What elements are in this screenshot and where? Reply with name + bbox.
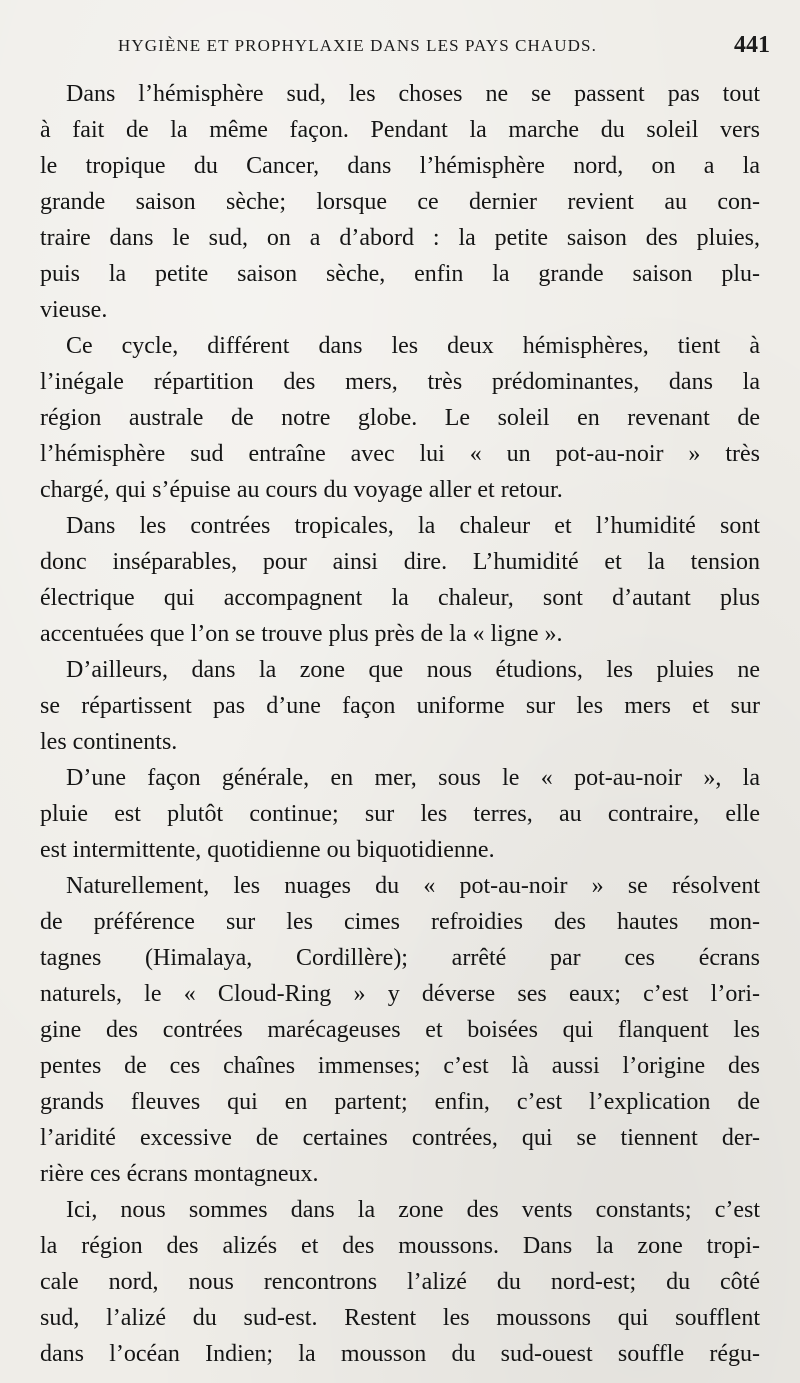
text-line: grande saison sèche; lorsque ce dernier revient au con- <box>40 189 760 215</box>
text-line: électrique qui accompagnent la chaleur, sont d’autant plus <box>40 585 760 611</box>
text-line: chargé, qui s’épuise au cours du voyage aller et retour. <box>40 477 563 503</box>
text-line: se répartissent pas d’une façon uniforme sur les mers et sur <box>40 693 760 719</box>
text-line: naturels, le « Cloud-Ring » y déverse ses eaux; c’est l’ori- <box>40 981 760 1007</box>
text-line: les continents. <box>40 729 178 755</box>
text-line: traire dans le sud, on a d’abord : la petite saison des pluies, <box>40 225 760 251</box>
text-line: région australe de notre globe. Le soleil en revenant de <box>40 405 760 431</box>
text-line: cale nord, nous rencontrons l’alizé du nord-est; du côté <box>40 1269 760 1295</box>
text-line: Dans les contrées tropicales, la chaleur et l’humidité sont <box>66 513 760 539</box>
text-line: l’aridité excessive de certaines contrées, qui se tiennent der- <box>40 1125 760 1151</box>
text-line: à fait de la même façon. Pendant la marche du soleil vers <box>40 117 760 143</box>
text-line: le tropique du Cancer, dans l’hémisphère nord, on a la <box>40 153 760 179</box>
text-line: vieuse. <box>40 297 108 323</box>
text-line: gine des contrées marécageuses et boisées qui flanquent les <box>40 1017 760 1043</box>
text-line: grands fleuves qui en partent; enfin, c’est l’explication de <box>40 1089 760 1115</box>
text-line: dans l’océan Indien; la mousson du sud-ouest souffle régu- <box>40 1341 760 1367</box>
page-number: 441 <box>734 32 770 58</box>
text-line: accentuées que l’on se trouve plus près de la « ligne ». <box>40 621 563 647</box>
text-line: tagnes (Himalaya, Cordillère); arrêté par ces écrans <box>40 945 760 971</box>
text-line: pentes de ces chaînes immenses; c’est là aussi l’origine des <box>40 1053 760 1079</box>
text-line: rière ces écrans montagneux. <box>40 1161 319 1187</box>
text-line: Naturellement, les nuages du « pot-au-noir » se résolvent <box>66 873 760 899</box>
text-line: D’une façon générale, en mer, sous le « pot-au-noir », la <box>66 765 760 791</box>
text-line: l’inégale répartition des mers, très prédominantes, dans la <box>40 369 760 395</box>
text-line: Ici, nous sommes dans la zone des vents constants; c’est <box>66 1197 760 1223</box>
text-line: puis la petite saison sèche, enfin la grande saison plu- <box>40 261 760 287</box>
text-line: de préférence sur les cimes refroidies des hautes mon- <box>40 909 760 935</box>
text-line: Dans l’hémisphère sud, les choses ne se passent pas tout <box>66 81 760 107</box>
text-line: D’ailleurs, dans la zone que nous étudions, les pluies ne <box>66 657 760 683</box>
text-line: est intermittente, quotidienne ou biquotidienne. <box>40 837 495 863</box>
text-line: sud, l’alizé du sud-est. Restent les moussons qui soufflent <box>40 1305 760 1331</box>
text-line: la région des alizés et des moussons. Dans la zone tropi- <box>40 1233 760 1259</box>
running-title: HYGIÈNE ET PROPHYLAXIE DANS LES PAYS CHAUDS. <box>118 36 597 55</box>
text-line: pluie est plutôt continue; sur les terres, au contraire, elle <box>40 801 760 827</box>
text-line: donc inséparables, pour ainsi dire. L’humidité et la tension <box>40 549 760 575</box>
text-line: l’hémisphère sud entraîne avec lui « un pot-au-noir » très <box>40 441 760 467</box>
text-line: Ce cycle, différent dans les deux hémisphères, tient à <box>66 333 760 359</box>
page-header <box>118 34 770 60</box>
